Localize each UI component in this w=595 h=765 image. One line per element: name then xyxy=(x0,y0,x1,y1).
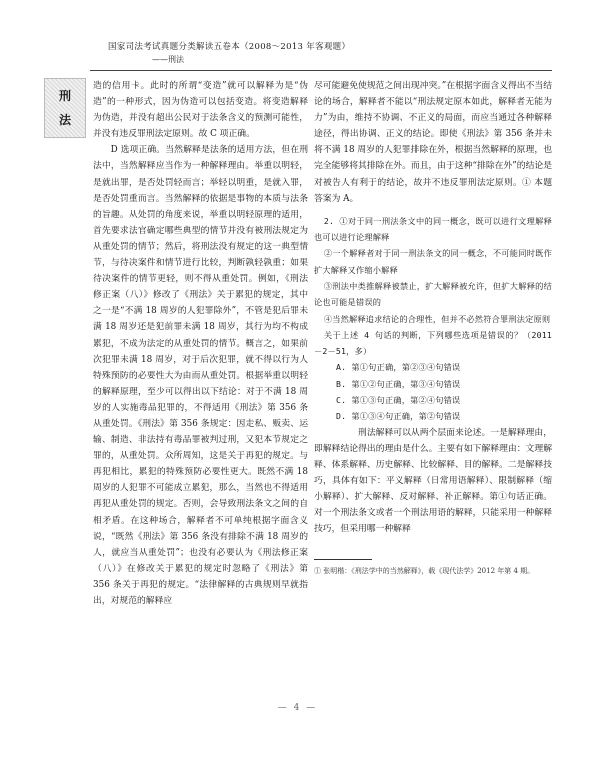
answer-option-c: C. 第①③句正确，第②④句错误 xyxy=(336,395,461,406)
question-statement: ③刑法中类推解释被禁止，扩大解释被允许，但扩大解释的结论也可能是错误的 xyxy=(314,280,552,308)
section-tab xyxy=(44,78,86,138)
section-tab-char-1: 刑 xyxy=(58,89,71,103)
section-tab-char-2: 法 xyxy=(58,113,71,127)
paragraph-continued: 尽可能避免使规范之间出现冲突。”在根据字面含义得出不当结论的场合，解释者不能以“刑法规定原本如此，解释者无能为力”为由，维持不协调、不正义的局面，而应当通过各种解释途径，得出协调、正义的结论。即使《刑法》第 356 条并未将不满 18 周岁的人犯罪排除在外，根据当然解释的原理，也完全能够将其排除在外。而且，由于这种“排除在外”的结论是对被告人有利于的结论，故并不违反罪刑法定原则。① 本题答案为 A。 xyxy=(314,81,552,204)
header-rule xyxy=(90,70,552,71)
question-prompt: 关于上述 4 句话的判断，下列哪些选项是错误的？（2011－2－51，多） xyxy=(314,329,552,357)
answer-option-d: D. 第①③④句正确，第②句错误 xyxy=(336,411,461,422)
running-header xyxy=(108,40,548,65)
question-statement: ④当然解释追求结论的合理性，但并不必然符合罪刑法定原则 xyxy=(323,313,551,324)
footnote-rule xyxy=(314,559,372,560)
answer-option-a: A. 第①句正确，第②③④句错误 xyxy=(336,362,461,373)
question-statement: ②一个解释者对于同一刑法条文的同一概念，不可能同时既作扩大解释又作缩小解释 xyxy=(314,248,552,275)
paragraph-c-option: 造的信用卡。此时的所谓“变造”就可以解释为是“伪造”的一种形式，因为伪造可以包括变造。将变造解释为伪造，并没有超出公民对于法条含义的预测可能性，并没有违反罪刑法定原则。故 C 项正确。 xyxy=(93,81,308,140)
question-stem: 2. ①对于同一刑法条文中的同一概念，既可以进行文理解释也可以进行论理解释 xyxy=(314,215,552,243)
book-title: 国家司法考试真题分类解读五卷本（2008～2013 年客观题） xyxy=(108,42,351,52)
paragraph-d-option: D 选项正确。当然解释是法条的适用方法，但在刑法中，当然解释应当作为一种解释理由。举重以明轻，是就出罪，是否处罚轻而言；举轻以明重，是就入罪，是否处罚重而言。当然解释的依据是事物的本质与法条的旨趣。从处罚的角度来说，举重以明轻原理的适用，首先要求法官确定哪些典型的情节并没有被刑法规定为从重处罚的情节；然后，将刑法没有规定的这一典型情节，与待决案件和情节进行比较，判断孰轻孰重；如果待决案件的情节更轻，则不得从重处罚。例如，《刑法修正案（八）》修改了《刑法》关于累犯的规定，其中之一是“不满 18 周岁的人犯罪除外”，不管是犯后罪未满 18 周岁还是犯前罪未满 18 周岁，其行为均不构成累犯，不成为法定的从重处罚的情节。概言之，如果前次犯罪未满 18 周岁，对于后次犯罪，就不得以行为人特殊预防的必要性大为由而从重处罚。根据举重以明轻的解释原理，至少可以得出以下结论：对于不满 18 周岁的人实施毒品犯罪的，不得适用《刑法》第 356 条从重处罚。《刑法》第 356 条规定：因走私、贩卖、运输、制造、非法持有毒品罪被判过刑，又犯本节规定之罪的，从重处罚。众所周知，这是关于再犯的规定。与再犯相比，累犯的特殊预防必要性更大。既然不满 18 周岁的人犯罪不可能成立累犯，那么，当然也不得适用再犯从重处罚的规定。否则，会导致刑法条文之间的自相矛盾。在这种场合，解释者不可单纯根据字面含义说，“既然《刑法》第 356 条没有排除不满 18 周岁的人，就应当从重处罚”；也没有必要认为《刑法修正案（八）》在修改关于累犯的规定时忽略了《刑法》第 356 条关于再犯的规定。“法律解释的古典规则早就指出，对规范的解释应 xyxy=(93,145,308,606)
analysis-paragraph: 刑法解释可以从两个层面来论述。一是解释理由，即解释结论得出的理由是什么。主要有如下解释理由：文理解释、体系解释、历史解释、比较解释、目的解释。二是解释技巧，具体有如下：平义解释（日常用语解释）、限制解释（缩小解释）、扩大解释、反对解释、补正解释。第①句话正确。对一个刑法条文或者一个刑法用语的解释，只能采用一种解释技巧，但采用哪一种解释 xyxy=(314,427,552,535)
page-number: — 4 — xyxy=(277,703,318,713)
left-column xyxy=(93,78,308,609)
right-column xyxy=(314,78,552,577)
footnote: ① 张明楷：《刑法学中的当然解释》，载《现代法学》2012 年第 4 期。 xyxy=(314,567,535,576)
book-subtitle: ——刑法 xyxy=(152,55,184,64)
answer-option-b: B. 第①②句正确，第③④句错误 xyxy=(336,378,461,389)
question-block xyxy=(314,213,552,425)
